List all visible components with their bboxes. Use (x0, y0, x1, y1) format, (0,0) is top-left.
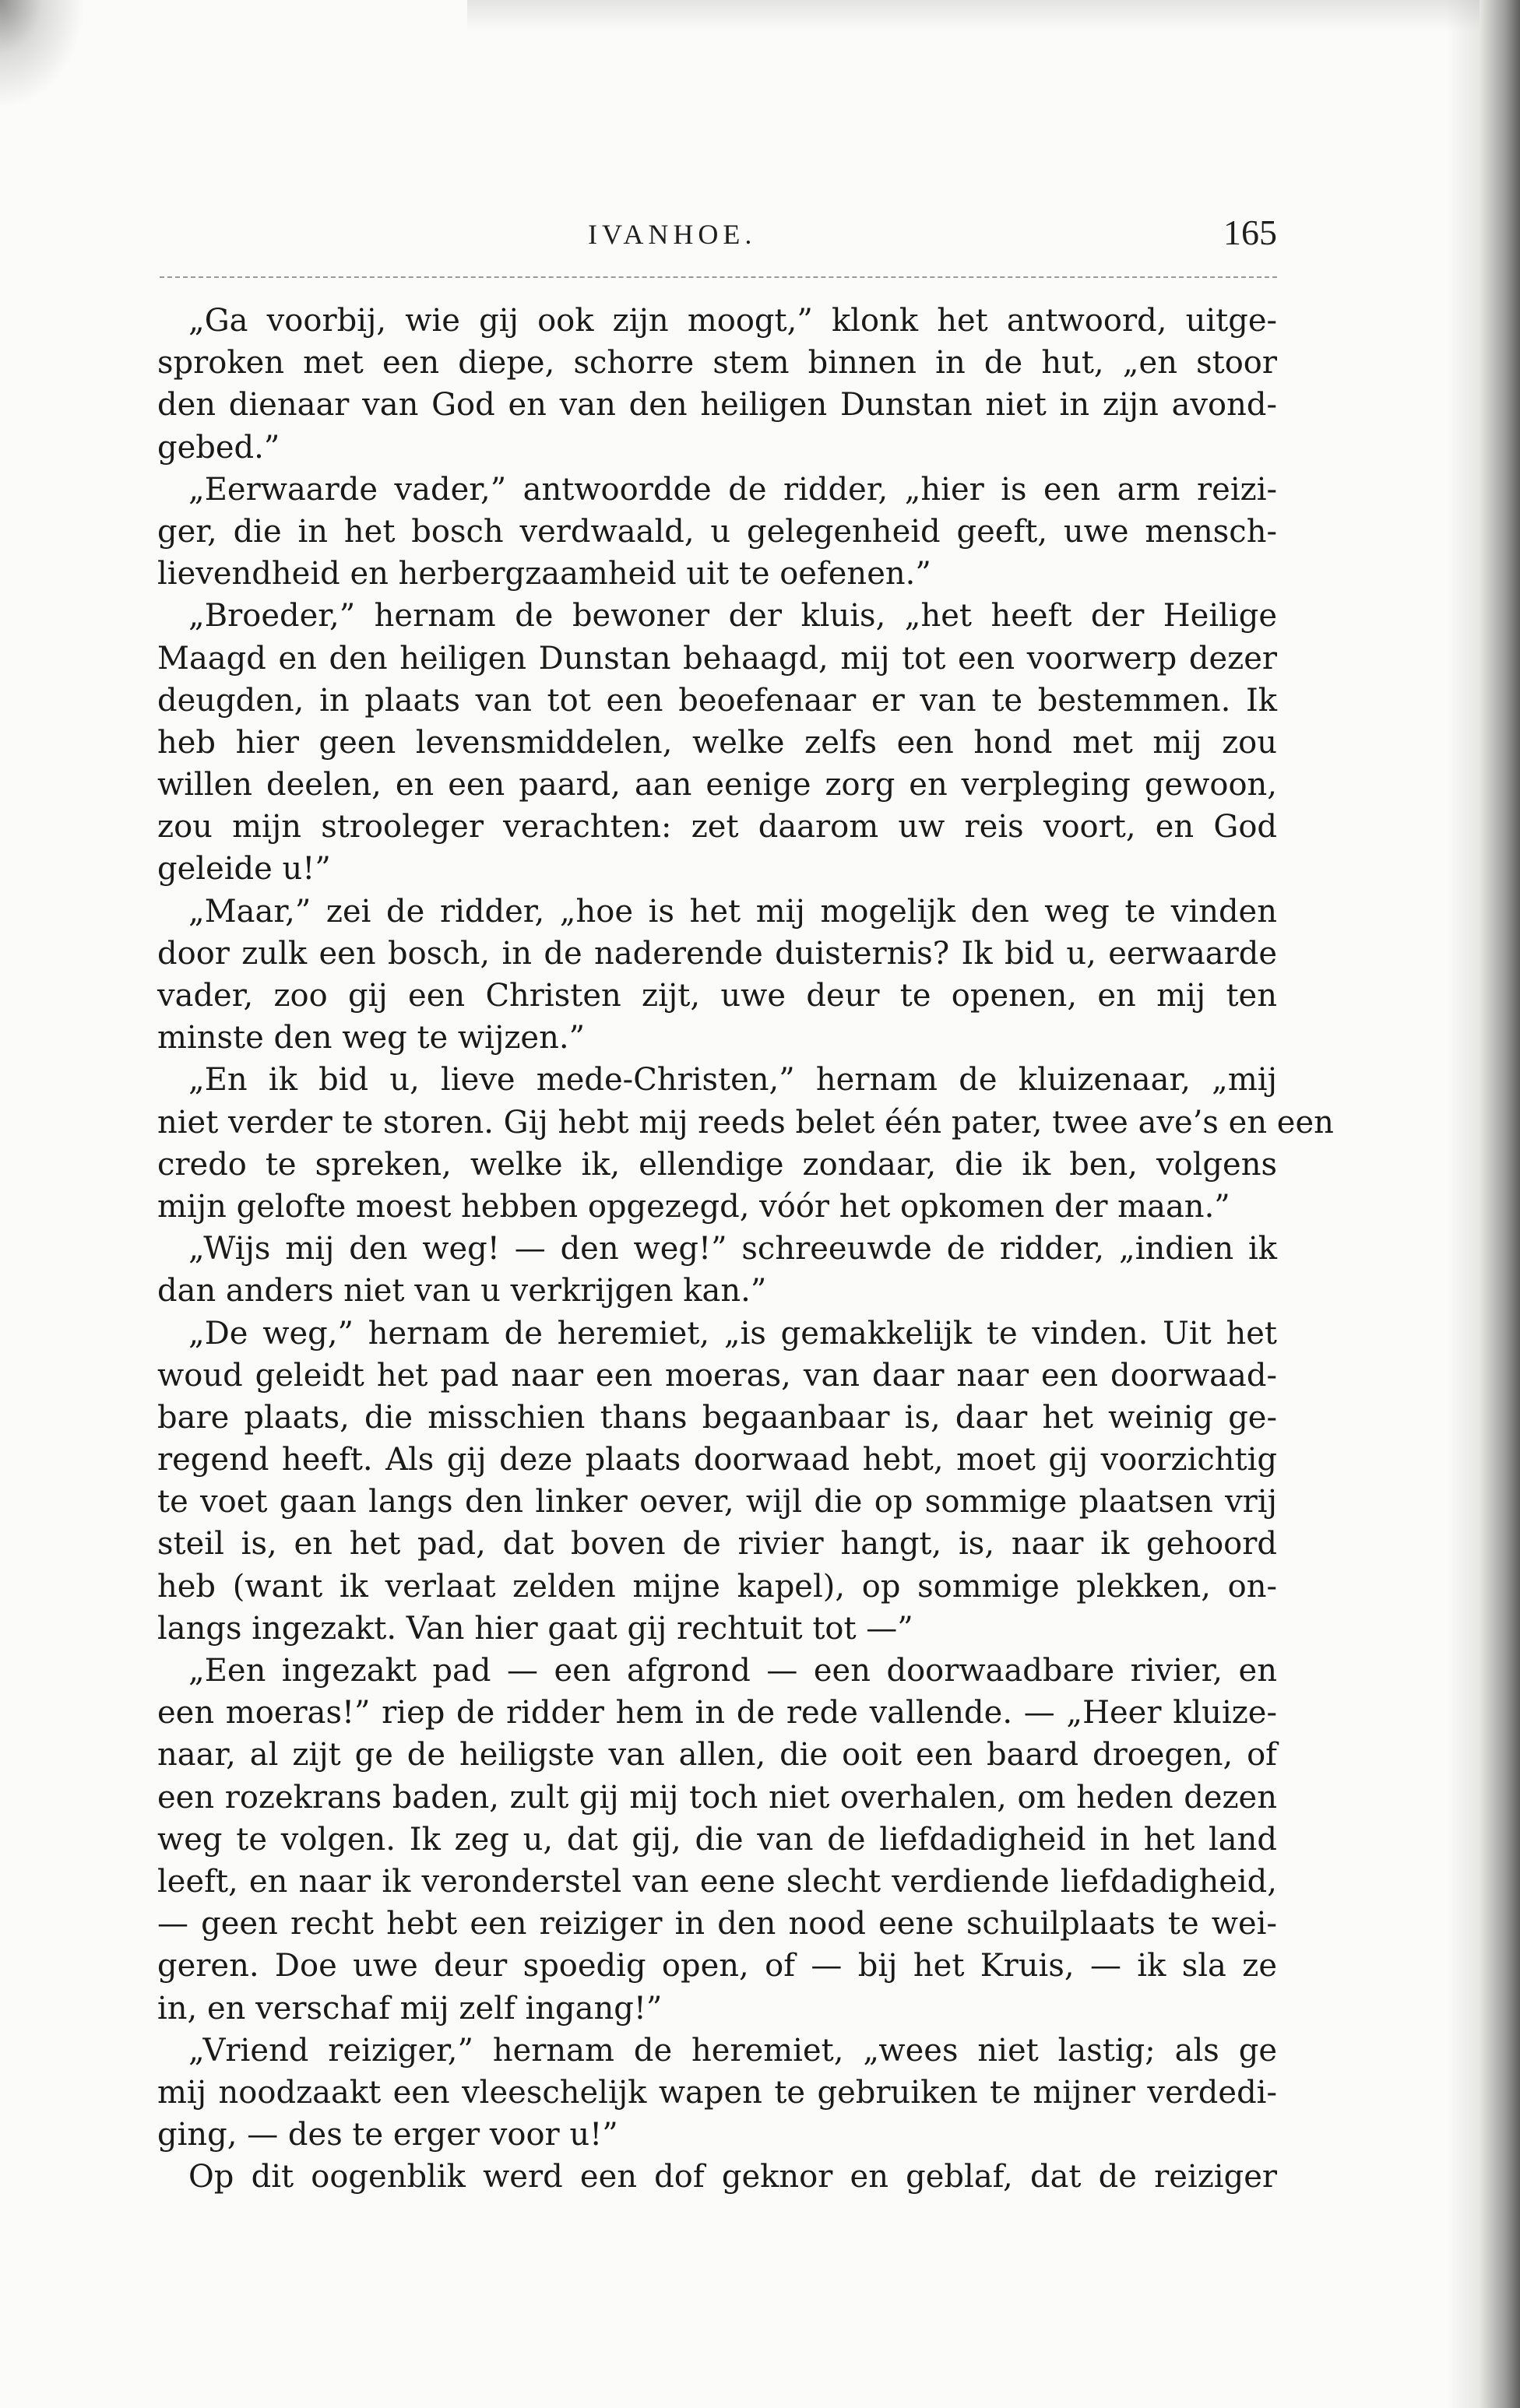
text-line: willen deelen, en een paard, aan eenige zorg en verpleging gewoon, (157, 767, 1277, 803)
page-header (156, 213, 1277, 265)
text-line: „En ik bid u, lieve mede-Christen,” hernam de kluizenaar, „mij (188, 1062, 1277, 1099)
page-number: 165 (1223, 213, 1277, 252)
text-line: in, en verschaf mij zelf ingang!” (157, 1990, 663, 2027)
text-line: heb hier geen levensmiddelen, welke zelfs een hond met mij zou (157, 724, 1277, 761)
text-line: leeft, en naar ik veronderstel van eene slecht verdiende liefdadigheid, (157, 1863, 1277, 1900)
text-line: sproken met een diepe, schorre stem binnen in de hut, „en stoor (157, 345, 1277, 381)
text-line: mijn gelofte moest hebben opgezegd, vóór het opkomen der maan.” (157, 1188, 1230, 1225)
text-line: te voet gaan langs den linker oever, wijl die op sommige plaatsen vrij (157, 1484, 1277, 1520)
text-line: deugden, in plaats van tot een beoefenaar er van te bestemmen. Ik (157, 682, 1277, 719)
text-line: geleide u!” (157, 851, 331, 888)
text-line: mij noodzaakt een vleeschelijk wapen te gebruiken te mijner verdedi- (157, 2074, 1277, 2111)
running-head: IVANHOE. (588, 219, 757, 250)
text-line: ger, die in het bosch verdwaald, u gelegenheid geeft, uwe mensch- (157, 513, 1277, 550)
scan-binding-edge (1446, 0, 1520, 2408)
text-line: „Maar,” zei de ridder, „hoe is het mij mogelijk den weg te vinden (188, 893, 1277, 930)
text-line: „De weg,” hernam de heremiet, „is gemakkelijk te vinden. Uit het (188, 1315, 1277, 1352)
text-line: naar, al zijt ge de heiligste van allen, die ooit een baard droegen, of (157, 1737, 1277, 1773)
text-line: „Ga voorbij, wie gij ook zijn moogt,” klonk het antwoord, uitge- (188, 303, 1277, 339)
text-line: geren. Doe uwe deur spoedig open, of — bij het Kruis, — ik sla ze (157, 1948, 1277, 1984)
text-line: „Wijs mij den weg! — den weg!” schreeuwde de ridder, „indien ik (188, 1231, 1277, 1267)
text-line: een rozekrans baden, zult gij mij toch niet overhalen, om heden dezen (157, 1779, 1277, 1816)
text-line: langs ingezakt. Van hier gaat gij rechtuit tot —” (157, 1610, 913, 1647)
header-rule (160, 276, 1277, 278)
body-text (157, 300, 1334, 2198)
text-line: den dienaar van God en van den heiligen Dunstan niet in zijn avond- (157, 387, 1277, 424)
text-line: „Broeder,” hernam de bewoner der kluis, „het heeft der Heilige (188, 598, 1277, 635)
text-line: Op dit oogenblik werd een dof geknor en geblaf, dat de reiziger (188, 2159, 1277, 2195)
text-line: vader, zoo gij een Christen zijt, uwe deur te openen, en mij ten (157, 978, 1277, 1014)
text-line: dan anders niet van u verkrijgen kan.” (157, 1273, 767, 1309)
text-line: niet verder te storen. Gij hebt mij reeds belet één pater, twee ave’s en een (157, 1104, 1334, 1141)
text-line: gebed.” (157, 429, 280, 466)
text-line: zou mijn strooleger verachten: zet daarom uw reis voort, en God (157, 809, 1277, 845)
scan-corner-shadow (0, 0, 86, 109)
text-line: minste den weg te wijzen.” (157, 1020, 586, 1056)
scan-top-shadow (467, 0, 1480, 31)
text-line: een moeras!” riep de ridder hem in de rede vallende. — „Heer kluize- (157, 1695, 1277, 1731)
text-line: credo te spreken, welke ik, ellendige zondaar, die ik ben, volgens (157, 1146, 1277, 1183)
text-line: „Vriend reiziger,” hernam de heremiet, „wees niet lastig; als ge (188, 2032, 1277, 2069)
text-line: „Een ingezakt pad — een afgrond — een doorwaadbare rivier, en (188, 1653, 1277, 1689)
text-line: ging, — des te erger voor u!” (157, 2117, 618, 2153)
text-line: heb (want ik verlaat zelden mijne kapel), op sommige plekken, on- (157, 1568, 1277, 1605)
text-line: woud geleidt het pad naar een moeras, van daar naar een doorwaad- (157, 1357, 1277, 1394)
text-line: weg te volgen. Ik zeg u, dat gij, die van de liefdadigheid in het land (157, 1821, 1277, 1858)
text-line: — geen recht hebt een reiziger in den nood eene schuilplaats te wei- (157, 1906, 1277, 1942)
text-line: „Eerwaarde vader,” antwoordde de ridder, „hier is een arm reizi- (188, 471, 1277, 508)
text-line: regend heeft. Als gij deze plaats doorwaad hebt, moet gij voorzichtig (157, 1442, 1277, 1478)
text-line: bare plaats, die misschien thans begaanbaar is, daar het weinig ge- (157, 1399, 1277, 1436)
text-line: door zulk een bosch, in de naderende duisternis? Ik bid u, eerwaarde (157, 935, 1277, 972)
text-line: Maagd en den heiligen Dunstan behaagd, mij tot een voorwerp dezer (157, 640, 1277, 677)
text-line: lievendheid en herbergzaamheid uit te oefenen.” (157, 556, 931, 592)
text-line: steil is, en het pad, dat boven de rivier hangt, is, naar ik gehoord (157, 1526, 1277, 1563)
